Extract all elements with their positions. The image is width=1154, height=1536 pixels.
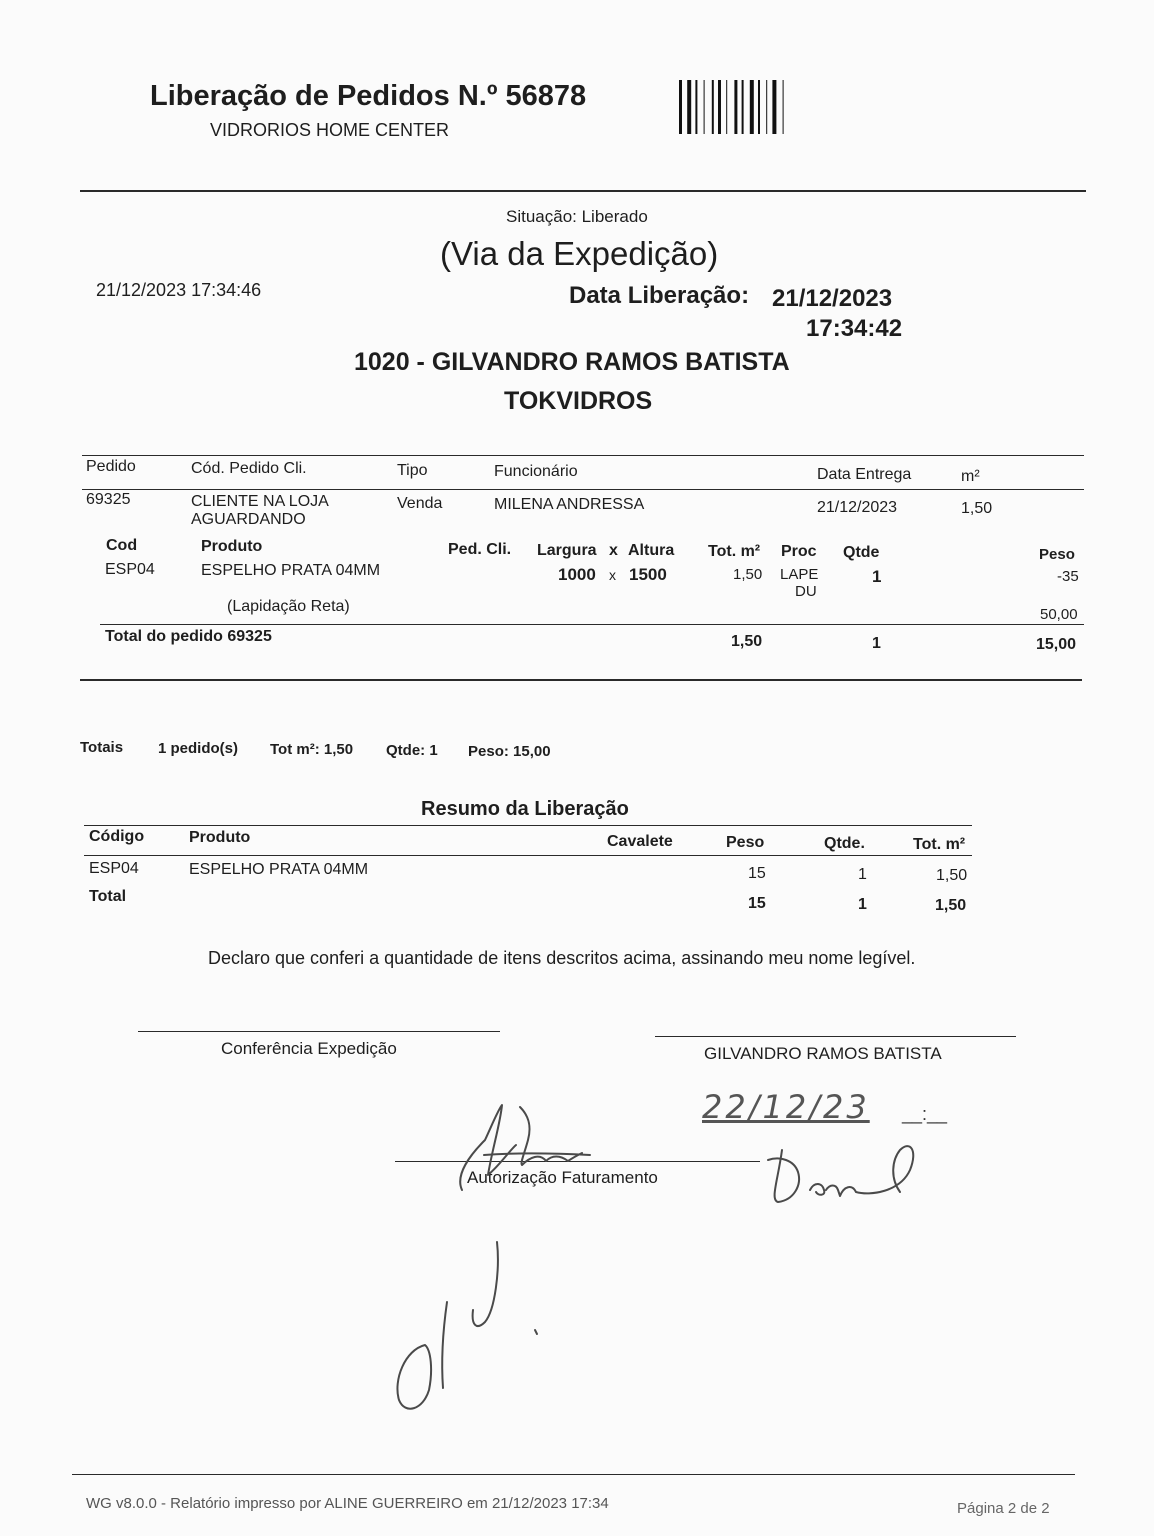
totals-orders: 1 pedido(s): [158, 740, 239, 757]
totals-m2: Tot m²: 1,50: [270, 741, 354, 758]
time-placeholder: __:__: [902, 1104, 948, 1124]
client-name: 1020 - GILVANDRO RAMOS BATISTA: [354, 348, 790, 376]
summary-header-line: [84, 855, 972, 856]
handwritten-ok-mark: [385, 1230, 555, 1430]
company-name: VIDRORIOS HOME CENTER: [210, 120, 450, 140]
order-number: 69325: [86, 491, 131, 508]
declaration-text: Declaro que conferi a quantidade de itens descritos acima, assinando meu nome legível.: [208, 948, 916, 968]
conferencia-label: Conferência Expedição: [221, 1039, 397, 1058]
item-col-cod: Cod: [106, 537, 138, 554]
col-m2: m²: [961, 468, 980, 485]
summary-title: Resumo da Liberação: [421, 798, 629, 820]
item-col-qtde: Qtde: [843, 544, 880, 561]
col-cod-pedido-cli: Cód. Pedido Cli.: [191, 460, 307, 477]
order-table-top-line: [82, 455, 1084, 456]
order-client-code-2: AGUARDANDO: [191, 511, 306, 528]
client-company: TOKVIDROS: [504, 387, 653, 415]
col-tipo: Tipo: [397, 462, 428, 479]
order-total-qtde: 1: [872, 635, 881, 652]
item-col-peso: Peso: [1039, 546, 1075, 563]
handwritten-signature-client: [760, 1130, 930, 1210]
col-funcionario: Funcionário: [494, 463, 578, 480]
totals-label: Totais: [80, 739, 124, 756]
summary-total-peso: 15: [748, 895, 766, 912]
summary-col-produto: Produto: [189, 829, 251, 846]
item-product: ESPELHO PRATA 04MM: [201, 562, 381, 579]
barcode: [679, 80, 857, 134]
item-process-note: (Lapidação Reta): [227, 598, 350, 615]
item-col-ped-cli: Ped. Cli.: [448, 541, 512, 558]
release-date-label: Data Liberação:: [569, 282, 750, 309]
item-peso-b: 50,00: [1040, 606, 1078, 623]
item-peso-a: -35: [1057, 568, 1079, 585]
item-code: ESP04: [105, 561, 155, 578]
item-width: 1000: [558, 565, 596, 584]
totals-peso: Peso: 15,00: [468, 743, 551, 760]
summary-total-label: Total: [89, 888, 127, 905]
client-signature-name: GILVANDRO RAMOS BATISTA: [704, 1044, 942, 1063]
col-pedido: Pedido: [86, 458, 136, 475]
order-total-label: Total do pedido 69325: [105, 628, 272, 645]
autorizacao-label: Autorização Faturamento: [467, 1168, 658, 1187]
item-col-largura: Largura: [537, 542, 597, 559]
order-total-m2: 1,50: [731, 633, 763, 650]
conferencia-signature-line: [138, 1031, 500, 1032]
via-title: (Via da Expedição): [440, 235, 719, 272]
item-proc-1: LAPE: [780, 566, 819, 583]
summary-col-tot-m2: Tot. m²: [913, 836, 966, 853]
item-col-tot-m2: Tot. m²: [708, 543, 761, 560]
release-time: 17:34:42: [806, 315, 903, 342]
release-date: 21/12/2023: [772, 285, 893, 312]
footer-divider: [72, 1474, 1075, 1475]
item-col-proc: Proc: [781, 543, 817, 560]
handwritten-signature-aline: [450, 1095, 610, 1205]
document-title: Liberação de Pedidos N.º 56878: [150, 80, 587, 112]
summary-col-peso: Peso: [726, 834, 765, 851]
footer-page-number: Página 2 de 2: [957, 1500, 1050, 1517]
item-tot-m2: 1,50: [733, 566, 763, 583]
order-table-bottom-line: [80, 679, 1082, 681]
order-total-line: [100, 624, 1084, 625]
summary-col-codigo: Código: [89, 828, 145, 845]
item-height: 1500: [629, 565, 667, 584]
order-header-line: [82, 489, 1084, 490]
order-type: Venda: [397, 495, 443, 512]
order-m2: 1,50: [961, 500, 993, 517]
summary-row-product: ESPELHO PRATA 04MM: [189, 861, 369, 878]
status-text: Situação: Liberado: [506, 207, 648, 226]
summary-row-code: ESP04: [89, 860, 139, 877]
summary-col-qtde: Qtde.: [824, 835, 865, 852]
summary-col-cavalete: Cavalete: [607, 833, 673, 850]
item-col-x: x: [609, 542, 618, 559]
order-client-code-1: CLIENTE NA LOJA: [191, 493, 329, 510]
client-signature-line: [655, 1036, 1016, 1037]
summary-row-tot-m2: 1,50: [936, 867, 968, 884]
handwritten-date: 22/12/23: [702, 1088, 870, 1126]
summary-total-qtde: 1: [858, 896, 867, 913]
order-total-peso: 15,00: [1036, 636, 1077, 653]
summary-row-peso: 15: [748, 865, 766, 882]
order-delivery-date: 21/12/2023: [817, 499, 898, 516]
item-qtde: 1: [872, 567, 882, 586]
item-col-altura: Altura: [628, 542, 675, 559]
totals-qtde: Qtde: 1: [386, 742, 438, 759]
item-col-produto: Produto: [201, 538, 263, 555]
summary-row-qtde: 1: [858, 866, 867, 883]
header-divider: [80, 190, 1086, 192]
footer-printed-by: WG v8.0.0 - Relatório impresso por ALINE GUERREIRO em 21/12/2023 17:34: [86, 1495, 609, 1512]
summary-total-tot-m2: 1,50: [935, 897, 967, 914]
item-proc-2: DU: [795, 583, 817, 600]
item-x: x: [609, 567, 616, 583]
summary-top-line: [84, 825, 972, 826]
printed-timestamp: 21/12/2023 17:34:46: [96, 280, 262, 300]
order-employee: MILENA ANDRESSA: [494, 496, 645, 513]
col-data-entrega: Data Entrega: [817, 466, 912, 483]
